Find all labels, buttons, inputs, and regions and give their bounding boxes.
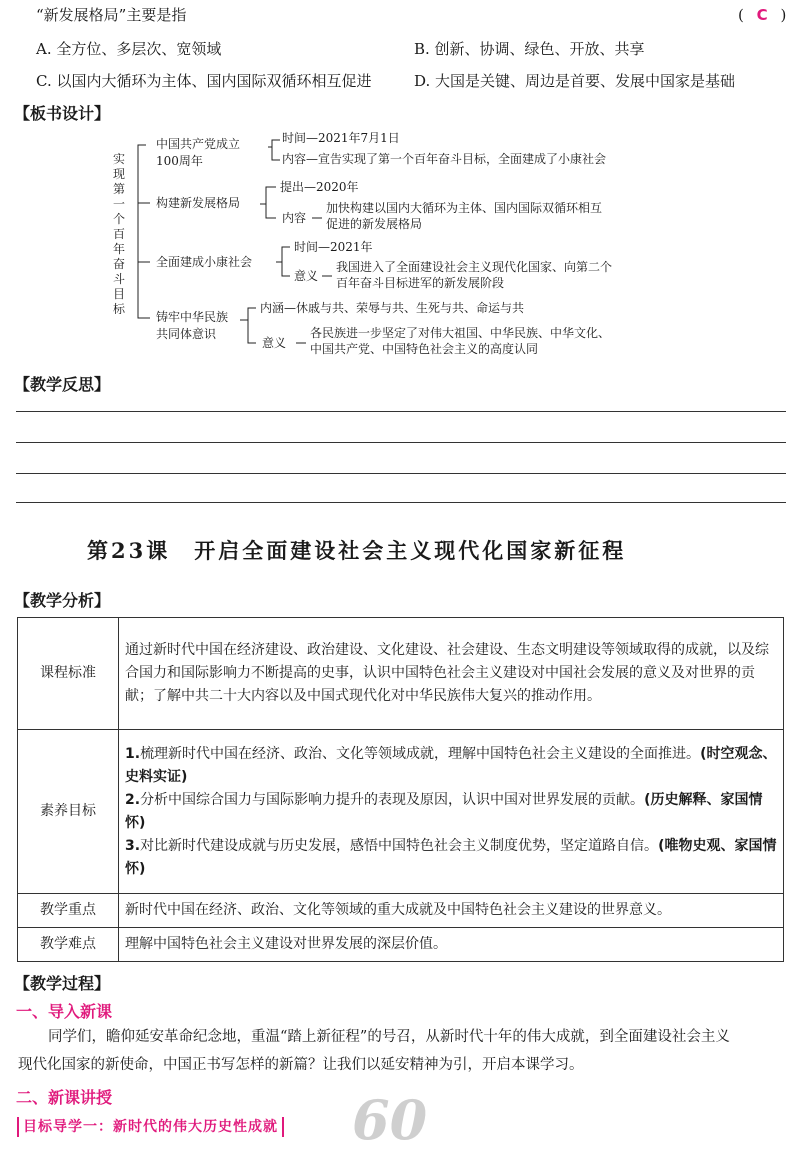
goal-3-num: 3.	[125, 837, 141, 854]
analysis-heading: 【教学分析】	[14, 591, 111, 610]
branch-1-label-1: 中国共产党成立	[156, 137, 241, 151]
goal-2-num: 2.	[125, 791, 141, 808]
branch-4-item-1: 内涵—休戚与共、荣辱与共、生死与共、命运与共	[260, 301, 525, 315]
branch-2-label: 构建新发展格局	[156, 196, 241, 210]
option-d: D. 大国是关键、周边是首要、发展中国家是基础	[414, 72, 736, 90]
part1-title: 一、导入新课	[16, 1002, 113, 1021]
branch-2-item-2-key: 内容	[282, 211, 307, 225]
goal-2-tag: (历史解释、家国情怀)	[125, 791, 763, 831]
branch-4-item-2-line-2: 中国共产党、中国特色社会主义的高度认同	[310, 342, 539, 356]
goal-1-num: 1.	[125, 745, 141, 762]
answer-open: (	[738, 6, 744, 24]
board-heading: 【板书设计】	[14, 104, 111, 123]
goal-1-text: 梳理新时代中国在经济、政治、文化等领域成就，理解中国特色社会主义建设的全面推进。	[140, 745, 701, 762]
reflection-heading: 【教学反思】	[14, 375, 111, 394]
branch-4-item-2-key: 意义	[262, 336, 287, 350]
branch-3-item-1: 时间—2021年	[294, 240, 373, 254]
goal-1-tag: (时空观念、史料实证)	[125, 745, 777, 785]
key-text: 新时代中国在经济、政治、文化等领域的重大成就及中国特色社会主义建设的世界意义。	[119, 894, 784, 928]
goal-item-2	[125, 789, 777, 835]
standard-head: 课程标准	[18, 618, 119, 730]
reflection-line-3[interactable]	[16, 473, 786, 474]
goal-3-tag: (唯物史观、家国情怀)	[125, 837, 777, 877]
reflection-line-1[interactable]	[16, 411, 786, 412]
option-b: B. 创新、协调、绿色、开放、共享	[414, 40, 645, 58]
branch-1-item-2: 内容—宣告实现了第一个百年奋斗目标，全面建成了小康社会	[282, 152, 607, 166]
analysis-table	[17, 617, 784, 962]
part1-line-2: 现代化国家的新使命，中国正书写怎样的新篇？让我们以延安精神为引，开启本课学习。	[18, 1057, 584, 1073]
question-stem: “新发展格局”主要是指	[36, 6, 187, 24]
goal-guide-box: 目标导学一：新时代的伟大历史性成就	[17, 1117, 284, 1137]
difficulty-head: 教学难点	[18, 928, 119, 962]
row-key	[18, 894, 784, 928]
goal-3-text: 对比新时代建设成就与历史发展，感悟中国特色社会主义制度优势，坚定道路自信。	[140, 837, 659, 854]
row-standard	[18, 618, 784, 730]
answer-close: )	[780, 6, 787, 24]
branch-1-item-1: 时间—2021年7月1日	[282, 131, 400, 145]
goal-item-1	[125, 743, 777, 789]
branch-3-item-2-line-1: 我国进入了全面建设社会主义现代化国家、向第二个	[336, 260, 613, 274]
branch-4-label-1: 铸牢中华民族	[156, 310, 229, 324]
option-a: A. 全方位、多层次、宽领域	[36, 40, 222, 58]
row-difficulty	[18, 928, 784, 962]
lesson-title: 第23课 开启全面建设社会主义现代化国家新征程	[87, 538, 627, 563]
part1-line-1: 同学们，瞻仰延安革命纪念地，重温“踏上新征程”的号召，从新时代十年的伟大成就，到全面建设社会主义	[48, 1029, 730, 1045]
goal-item-3	[125, 835, 777, 881]
branch-2-item-2-line-2: 促进的新发展格局	[326, 217, 423, 231]
goal-2-text: 分析中国综合国力与国际影响力提升的表现及原因，认识中国对世界发展的贡献。	[140, 791, 645, 808]
row-goals	[18, 730, 784, 894]
goals-head: 素养目标	[18, 730, 119, 894]
branch-4-label-2: 共同体意识	[156, 327, 217, 341]
standard-text: 通过新时代中国在经济建设、政治建设、文化建设、社会建设、生态文明建设等领域取得的成就，以及综合国力和国际影响力不断提高的史事，认识中国特色社会主义建设对中国社会发展的意义及对世界的贡献；了解中共二十大内容以及中国式现代化对中华民族伟大复兴的推动作用。	[119, 618, 784, 730]
board-root-label: 实现第一个百年奋斗目标	[112, 152, 125, 316]
answer-letter: C	[756, 6, 768, 24]
branch-2-item-2-line-1: 加快构建以国内大循环为主体、国内国际双循环相互	[326, 201, 603, 215]
branch-1-label-2: 100周年	[156, 154, 203, 168]
reflection-line-4[interactable]	[16, 502, 786, 503]
branch-3-label: 全面建成小康社会	[156, 255, 253, 269]
branch-3-item-2-line-2: 百年奋斗目标进军的新发展阶段	[336, 276, 505, 290]
branch-4-item-2-line-1: 各民族进一步坚定了对伟大祖国、中华民族、中华文化、	[310, 326, 611, 340]
branch-3-item-2-key: 意义	[294, 269, 319, 283]
part2-title: 二、新课讲授	[16, 1088, 113, 1107]
key-head: 教学重点	[18, 894, 119, 928]
process-heading: 【教学过程】	[14, 974, 111, 993]
branch-2-item-1: 提出—2020年	[280, 180, 359, 194]
difficulty-text: 理解中国特色社会主义建设对世界发展的深层价值。	[119, 928, 784, 962]
reflection-line-2[interactable]	[16, 442, 786, 443]
goals-content	[119, 730, 784, 894]
option-c: C. 以国内大循环为主体、国内国际双循环相互促进	[36, 72, 372, 90]
page-number: 60	[352, 1088, 428, 1152]
